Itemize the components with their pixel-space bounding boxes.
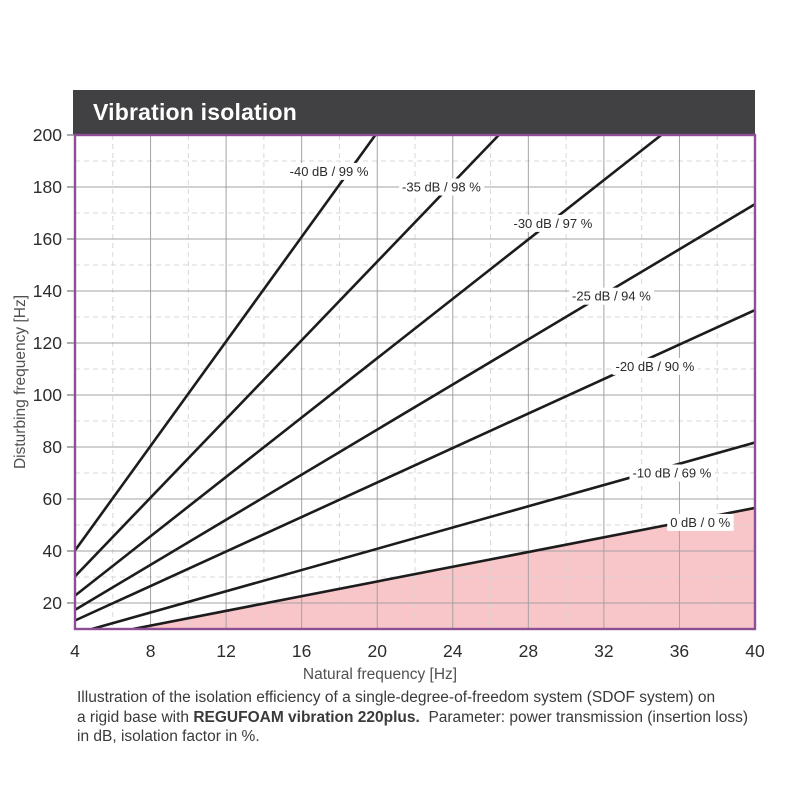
y-tick-label: 80 [42,437,62,457]
caption-text: Parameter: power transmission (insertion loss) [419,708,749,726]
y-tick-label: 40 [42,541,62,561]
x-tick-label: 40 [745,641,765,661]
x-tick-label: 20 [367,641,387,661]
y-tick-label: 180 [32,177,62,197]
caption-text: a rigid base with [77,708,194,726]
y-tick-label: 140 [32,281,62,301]
line-label: -25 dB / 94 % [572,288,651,304]
caption-line [77,708,757,728]
x-axis-ticks [70,641,765,661]
chart-title: Vibration isolation [93,99,298,125]
y-axis-title: Disturbing frequency [Hz] [12,294,29,470]
x-tick-label: 28 [518,641,539,661]
x-tick-label: 16 [291,641,312,661]
caption-text: Illustration of the isolation efficiency of a single-degree-of-freedom system (SDOF system) on [77,689,716,706]
line-label: -20 dB / 90 % [615,358,695,374]
line-label: 0 dB / 0 % [670,514,731,530]
caption-line [77,727,757,747]
x-tick-label: 4 [70,641,80,661]
line-label: -10 dB / 69 % [632,465,712,481]
line-label: -30 dB / 97 % [513,215,593,231]
y-tick-label: 120 [32,333,62,353]
caption-product-name: REGUFOAM vibration 220plus. [193,708,420,726]
y-tick-label: 60 [42,489,62,509]
x-tick-label: 24 [443,641,463,661]
x-tick-label: 8 [145,641,156,661]
caption-text: in dB, isolation factor in %. [77,728,260,745]
x-axis-title: Natural frequency [Hz] [302,666,458,683]
y-tick-label: 200 [32,125,62,145]
line-label: -40 dB / 99 % [289,163,369,179]
x-tick-label: 32 [594,641,614,661]
y-axis-ticks [33,125,74,613]
y-tick-label: 160 [32,229,62,249]
y-tick-label: 100 [32,385,62,405]
y-tick-label: 20 [42,593,62,613]
x-tick-label: 36 [669,641,690,661]
line-label: -35 dB / 98 % [402,179,481,195]
figure-caption [77,688,757,747]
caption-line [77,688,757,708]
x-tick-label: 12 [216,641,236,661]
